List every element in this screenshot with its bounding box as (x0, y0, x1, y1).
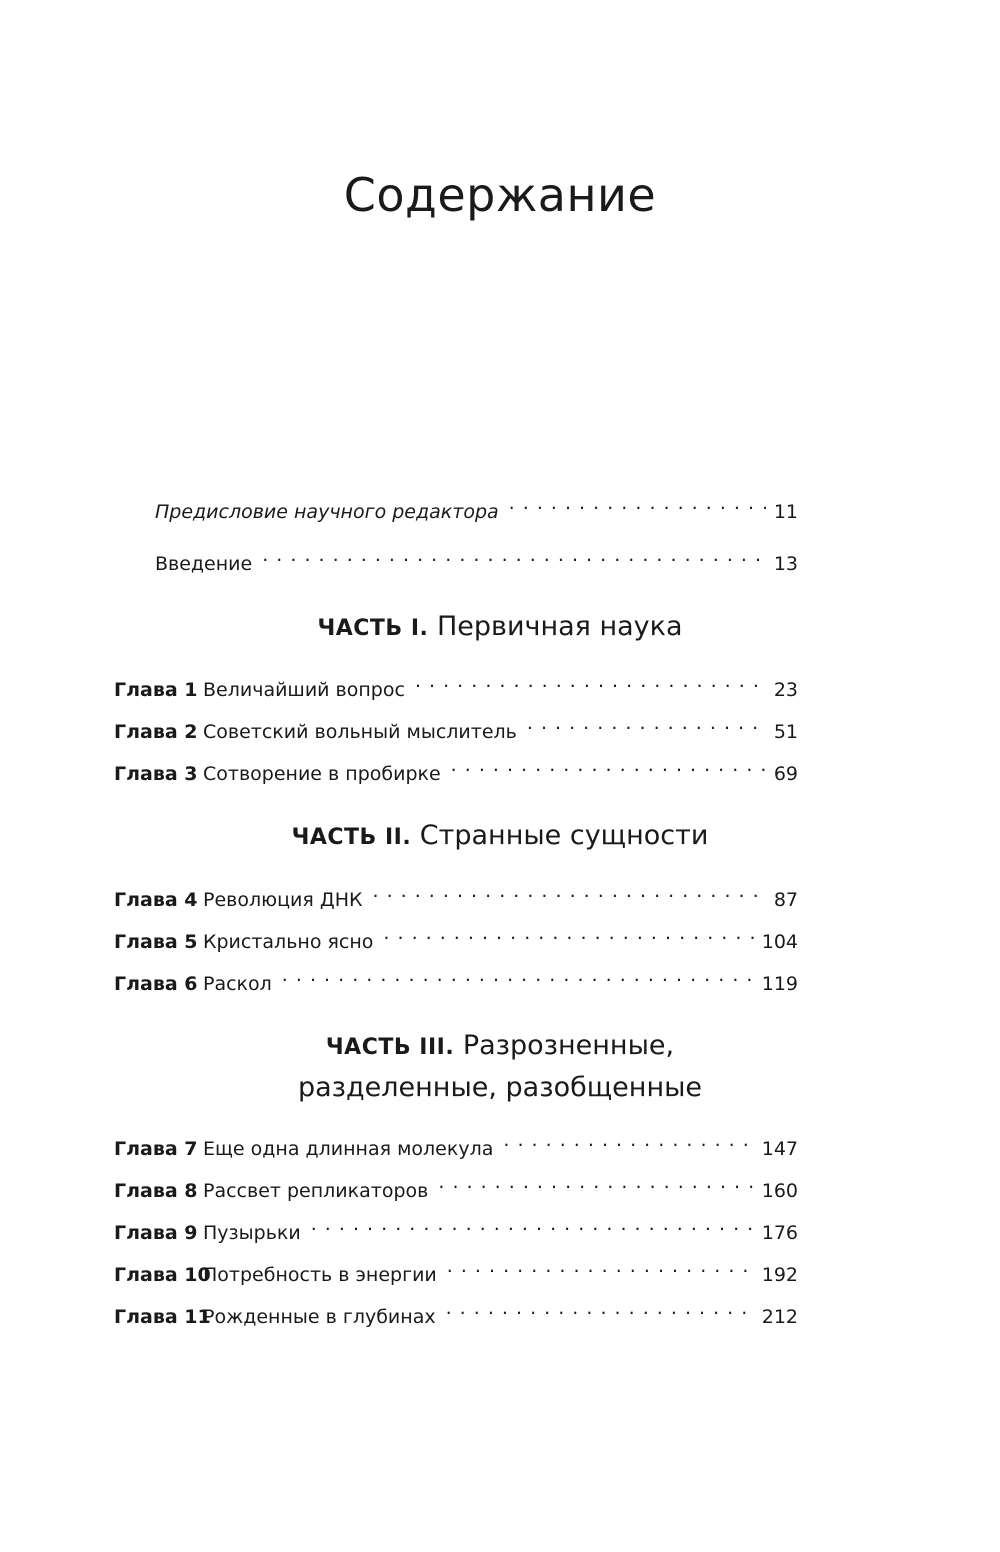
chapter-number: Глава 5 (114, 931, 198, 953)
toc-entry-chapter-1[interactable] (114, 666, 798, 701)
entry-page-number: 13 (766, 549, 798, 579)
toc-entry-chapter-4[interactable] (114, 876, 798, 911)
toc-entry-chapter-3[interactable] (114, 750, 798, 785)
part-label: ЧАСТЬ I. (317, 616, 429, 641)
toc-entry-chapter-6[interactable] (114, 960, 798, 995)
chapter-page-number: 51 (766, 717, 798, 747)
part-title-continued: разделенные, разобщенные (297, 1072, 703, 1103)
dot-leader (446, 1293, 754, 1323)
dot-leader (503, 1125, 753, 1155)
part-label: ЧАСТЬ II. (291, 825, 412, 850)
chapter-page-number: 104 (754, 927, 798, 957)
entry-page-number: 11 (766, 497, 798, 527)
chapter-number: Глава 10 (114, 1264, 211, 1286)
chapter-page-number: 23 (766, 675, 798, 705)
chapter-number: Глава 3 (114, 763, 198, 785)
chapter-page-number: 160 (754, 1176, 798, 1206)
chapter-title: Рожденные в глубинах (203, 1306, 436, 1328)
chapter-page-number: 119 (754, 969, 798, 999)
chapter-number: Глава 11 (114, 1306, 211, 1328)
page-title: Содержание (343, 168, 657, 222)
chapter-page-number: 69 (766, 759, 798, 789)
part-title: Странные сущности (419, 820, 709, 851)
chapter-page-number: 87 (766, 885, 798, 915)
entry-title: Предисловие научного редактора (155, 501, 499, 523)
chapter-title: Потребность в энергии (203, 1264, 437, 1286)
dot-leader (262, 540, 766, 570)
chapter-title: Еще одна длинная молекула (203, 1138, 494, 1160)
chapter-number: Глава 7 (114, 1138, 198, 1160)
chapter-number: Глава 1 (114, 679, 198, 701)
part-heading-2 (0, 815, 1000, 859)
dot-leader (527, 708, 766, 738)
dot-leader (451, 750, 766, 780)
chapter-title: Революция ДНК (203, 889, 363, 911)
part-heading-3 (0, 1025, 1000, 1069)
chapter-page-number: 147 (754, 1134, 798, 1164)
chapter-title: Пузырьки (203, 1222, 301, 1244)
chapter-page-number: 212 (754, 1302, 798, 1332)
part-label: ЧАСТЬ III. (325, 1035, 455, 1060)
chapter-page-number: 192 (754, 1260, 798, 1290)
entry-title: Введение (155, 553, 253, 575)
chapter-number: Глава 9 (114, 1222, 198, 1244)
dot-leader (438, 1167, 753, 1197)
dot-leader (311, 1209, 754, 1239)
toc-entry-chapter-11[interactable] (114, 1293, 798, 1328)
chapter-number: Глава 2 (114, 721, 198, 743)
dot-leader (383, 918, 753, 948)
chapter-title: Советский вольный мыслитель (203, 721, 517, 743)
toc-entry-chapter-7[interactable] (114, 1125, 798, 1160)
toc-entry-chapter-5[interactable] (114, 918, 798, 953)
chapter-title: Кристально ясно (203, 931, 374, 953)
dot-leader (509, 488, 766, 518)
chapter-number: Глава 6 (114, 973, 198, 995)
chapter-title: Величайший вопрос (203, 679, 405, 701)
chapter-number: Глава 8 (114, 1180, 198, 1202)
toc-entry-chapter-10[interactable] (114, 1251, 798, 1286)
part-heading-1 (0, 606, 1000, 650)
toc-entry-introduction[interactable] (155, 540, 798, 575)
dot-leader (282, 960, 754, 990)
part-title: Первичная наука (437, 611, 683, 642)
chapter-number: Глава 4 (114, 889, 198, 911)
chapter-title: Раскол (203, 973, 272, 995)
part-title: Разрозненные, (462, 1030, 675, 1061)
toc-entry-preface[interactable] (155, 488, 798, 523)
dot-leader (372, 876, 765, 906)
toc-entry-chapter-2[interactable] (114, 708, 798, 743)
dot-leader (447, 1251, 754, 1281)
chapter-title: Рассвет репликаторов (203, 1180, 429, 1202)
chapter-title: Сотворение в пробирке (203, 763, 441, 785)
toc-entry-chapter-8[interactable] (114, 1167, 798, 1202)
dot-leader (415, 666, 766, 696)
toc-entry-chapter-9[interactable] (114, 1209, 798, 1244)
chapter-page-number: 176 (754, 1218, 798, 1248)
part-heading-3-line-2 (0, 1067, 1000, 1109)
